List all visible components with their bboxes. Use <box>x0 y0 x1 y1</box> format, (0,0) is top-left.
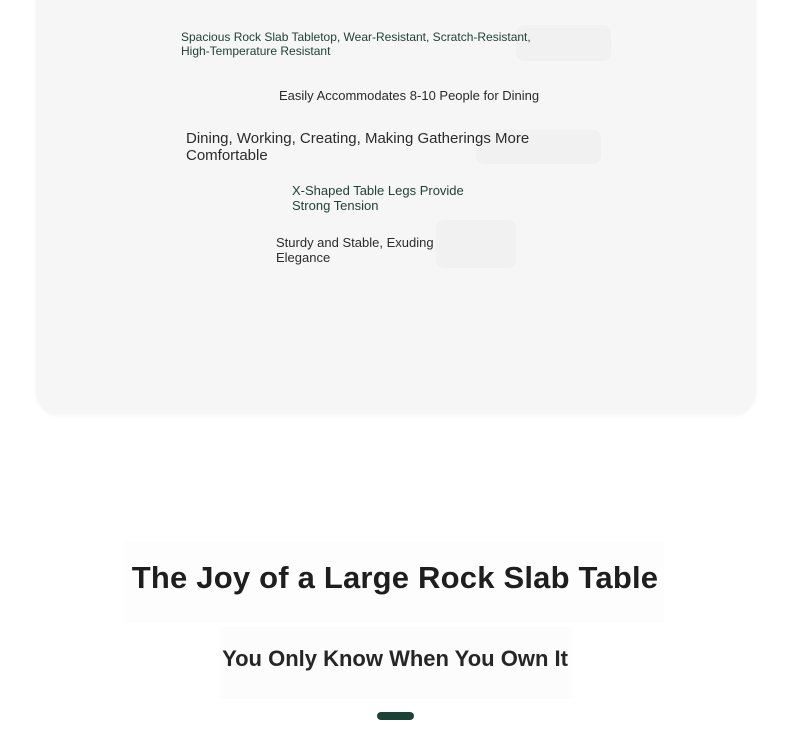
feature-use-cases: Dining, Working, Creating, Making Gatherings More Comfortable <box>186 130 530 165</box>
accent-divider <box>377 712 414 720</box>
promo-headline: The Joy of a Large Rock Slab Table <box>131 560 659 595</box>
feature-rock-slab-tabletop: Spacious Rock Slab Tabletop, Wear-Resistant, Scratch-Resistant, High-Temperature Resistant <box>181 30 531 58</box>
feature-seating-capacity: Easily Accommodates 8-10 People for Dining <box>279 88 540 103</box>
promo-subheadline: You Only Know When You Own It <box>222 646 568 671</box>
feature-x-shaped-legs: X-Shaped Table Legs Provide Strong Tension <box>292 183 464 213</box>
feature-sturdy-stable: Sturdy and Stable, Exuding Elegance <box>276 235 434 265</box>
